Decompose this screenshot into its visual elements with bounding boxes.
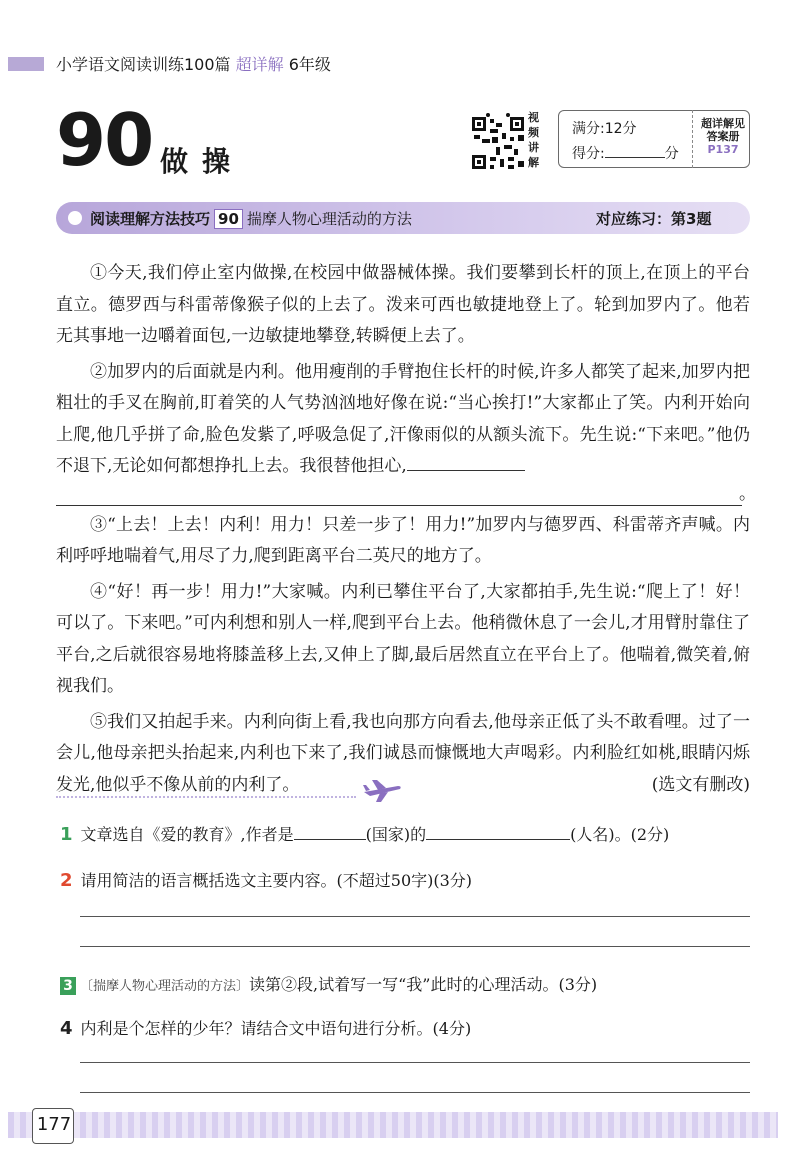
footer-band bbox=[8, 1112, 778, 1138]
fill-blank-inline[interactable] bbox=[407, 456, 525, 471]
book-title-accent: 超详解 bbox=[235, 55, 284, 74]
qr-code-icon[interactable] bbox=[470, 113, 526, 171]
fill-blank-line[interactable] bbox=[56, 483, 742, 506]
paragraph-2: ②加罗内的后面就是内利。他用瘦削的手臂抱住长杆的时候,许多人都笑了起来,加罗内把粗壮的手叉在胸前,盯着笑的人气势汹汹地好像在说:“当心挨打!”大家都止了笑。内利开始向上爬,他几乎拼了命,脸色发紫了,呼吸急促了,汗像雨似的从额头流下。先生说:“下来吧。”他仍不退下,无论如何都想挣扎上去。我很替他担心, 。 bbox=[56, 357, 750, 506]
score-divider bbox=[692, 110, 693, 168]
banner-dot-icon bbox=[68, 211, 82, 225]
answer-line[interactable] bbox=[80, 1062, 750, 1063]
answer-line[interactable] bbox=[80, 916, 750, 917]
answer-line[interactable] bbox=[80, 946, 750, 947]
question-1: 1 文章选自《爱的教育》,作者是 (国家)的 (人名)。(2分) bbox=[60, 824, 670, 845]
passage bbox=[56, 258, 750, 805]
dotted-divider bbox=[56, 796, 356, 798]
page-number: 177 bbox=[36, 1114, 72, 1135]
answer-page: P137 bbox=[707, 143, 739, 156]
header-strip bbox=[8, 57, 44, 71]
method-title: 阅读理解方法技巧 90 揣摩人物心理活动的方法 bbox=[90, 210, 412, 228]
airplane-icon bbox=[362, 778, 402, 804]
question-3: 3 〔揣摩人物心理活动的方法〕读第②段,试着写一写“我”此时的心理活动。(3分) bbox=[60, 972, 597, 995]
grade-label: 6年级 bbox=[288, 55, 331, 74]
source-note: (选文有删改) bbox=[651, 774, 750, 795]
score-field[interactable]: 得分: 分 bbox=[572, 146, 679, 162]
full-score-label: 满分:12分 bbox=[572, 121, 637, 137]
question-4: 4 内利是个怎样的少年？请结合文中语句进行分析。(4分) bbox=[60, 1018, 472, 1039]
question-3-tag: 〔揣摩人物心理活动的方法〕 bbox=[80, 979, 250, 994]
question-2: 2 请用简洁的语言概括选文主要内容。(不超过50字)(3分) bbox=[60, 870, 473, 891]
paragraph-5: ⑤我们又拍起手来。内利向街上看,我也向那方向看去,他母亲正低了头不敢看哩。过了一会儿,他母亲把头抬起来,内利也下来了,我们诚恳而慷慨地大声喝彩。内利脸红如桃,眼睛闪烁发光,他似乎不像从前的内利了。 (选文有删改) bbox=[56, 707, 750, 802]
paragraph-4: ④“好！再一步！用力!”大家喊。内利已攀住平台了,大家都拍手,先生说:“爬上了！好！可以了。下来吧。”可内利想和别人一样,爬到平台上去。他稍微休息了一会儿,才用臂肘靠住了平台,之后就很容易地将膝盖移上去,又伸上了脚,最后居然直立在平台上了。他喘着,微笑着,俯视我们。 bbox=[56, 581, 750, 696]
practice-ref: 对应练习：第3题 bbox=[596, 210, 712, 228]
book-title: 小学语文阅读训练100篇 超详解 6年级 bbox=[56, 55, 331, 74]
paragraph-3: ③“上去！上去！内利！用力！只差一步了！用力!”加罗内与德罗西、科雷蒂齐声喊。内利呼呼地喘着气,用尽了力,爬到距离平台二英尺的地方了。 bbox=[56, 514, 750, 566]
answer-line[interactable] bbox=[80, 1092, 750, 1093]
paragraph-1: ①今天,我们停止室内做操,在校园中做器械体操。我们要攀到长杆的顶上,在顶上的平台直立。德罗西与科雷蒂像猴子似的上去了。泼来可西也敏捷地登上了。轮到加罗内了。他若无其事地一边嚼着面包,一边敏捷地攀登,转瞬便上去了。 bbox=[56, 263, 750, 346]
answer-blank-name[interactable] bbox=[426, 827, 570, 840]
score-blank[interactable] bbox=[605, 145, 665, 158]
lesson-title: 做操 bbox=[160, 145, 245, 178]
answer-reference: 超详解见 答案册 P137 bbox=[697, 117, 749, 156]
lesson-number: 90 bbox=[56, 98, 153, 182]
answer-blank-country[interactable] bbox=[294, 827, 366, 840]
qr-label: 视频讲解 bbox=[528, 111, 539, 169]
method-number: 90 bbox=[214, 209, 243, 229]
method-name: 揣摩人物心理活动的方法 bbox=[246, 210, 412, 228]
